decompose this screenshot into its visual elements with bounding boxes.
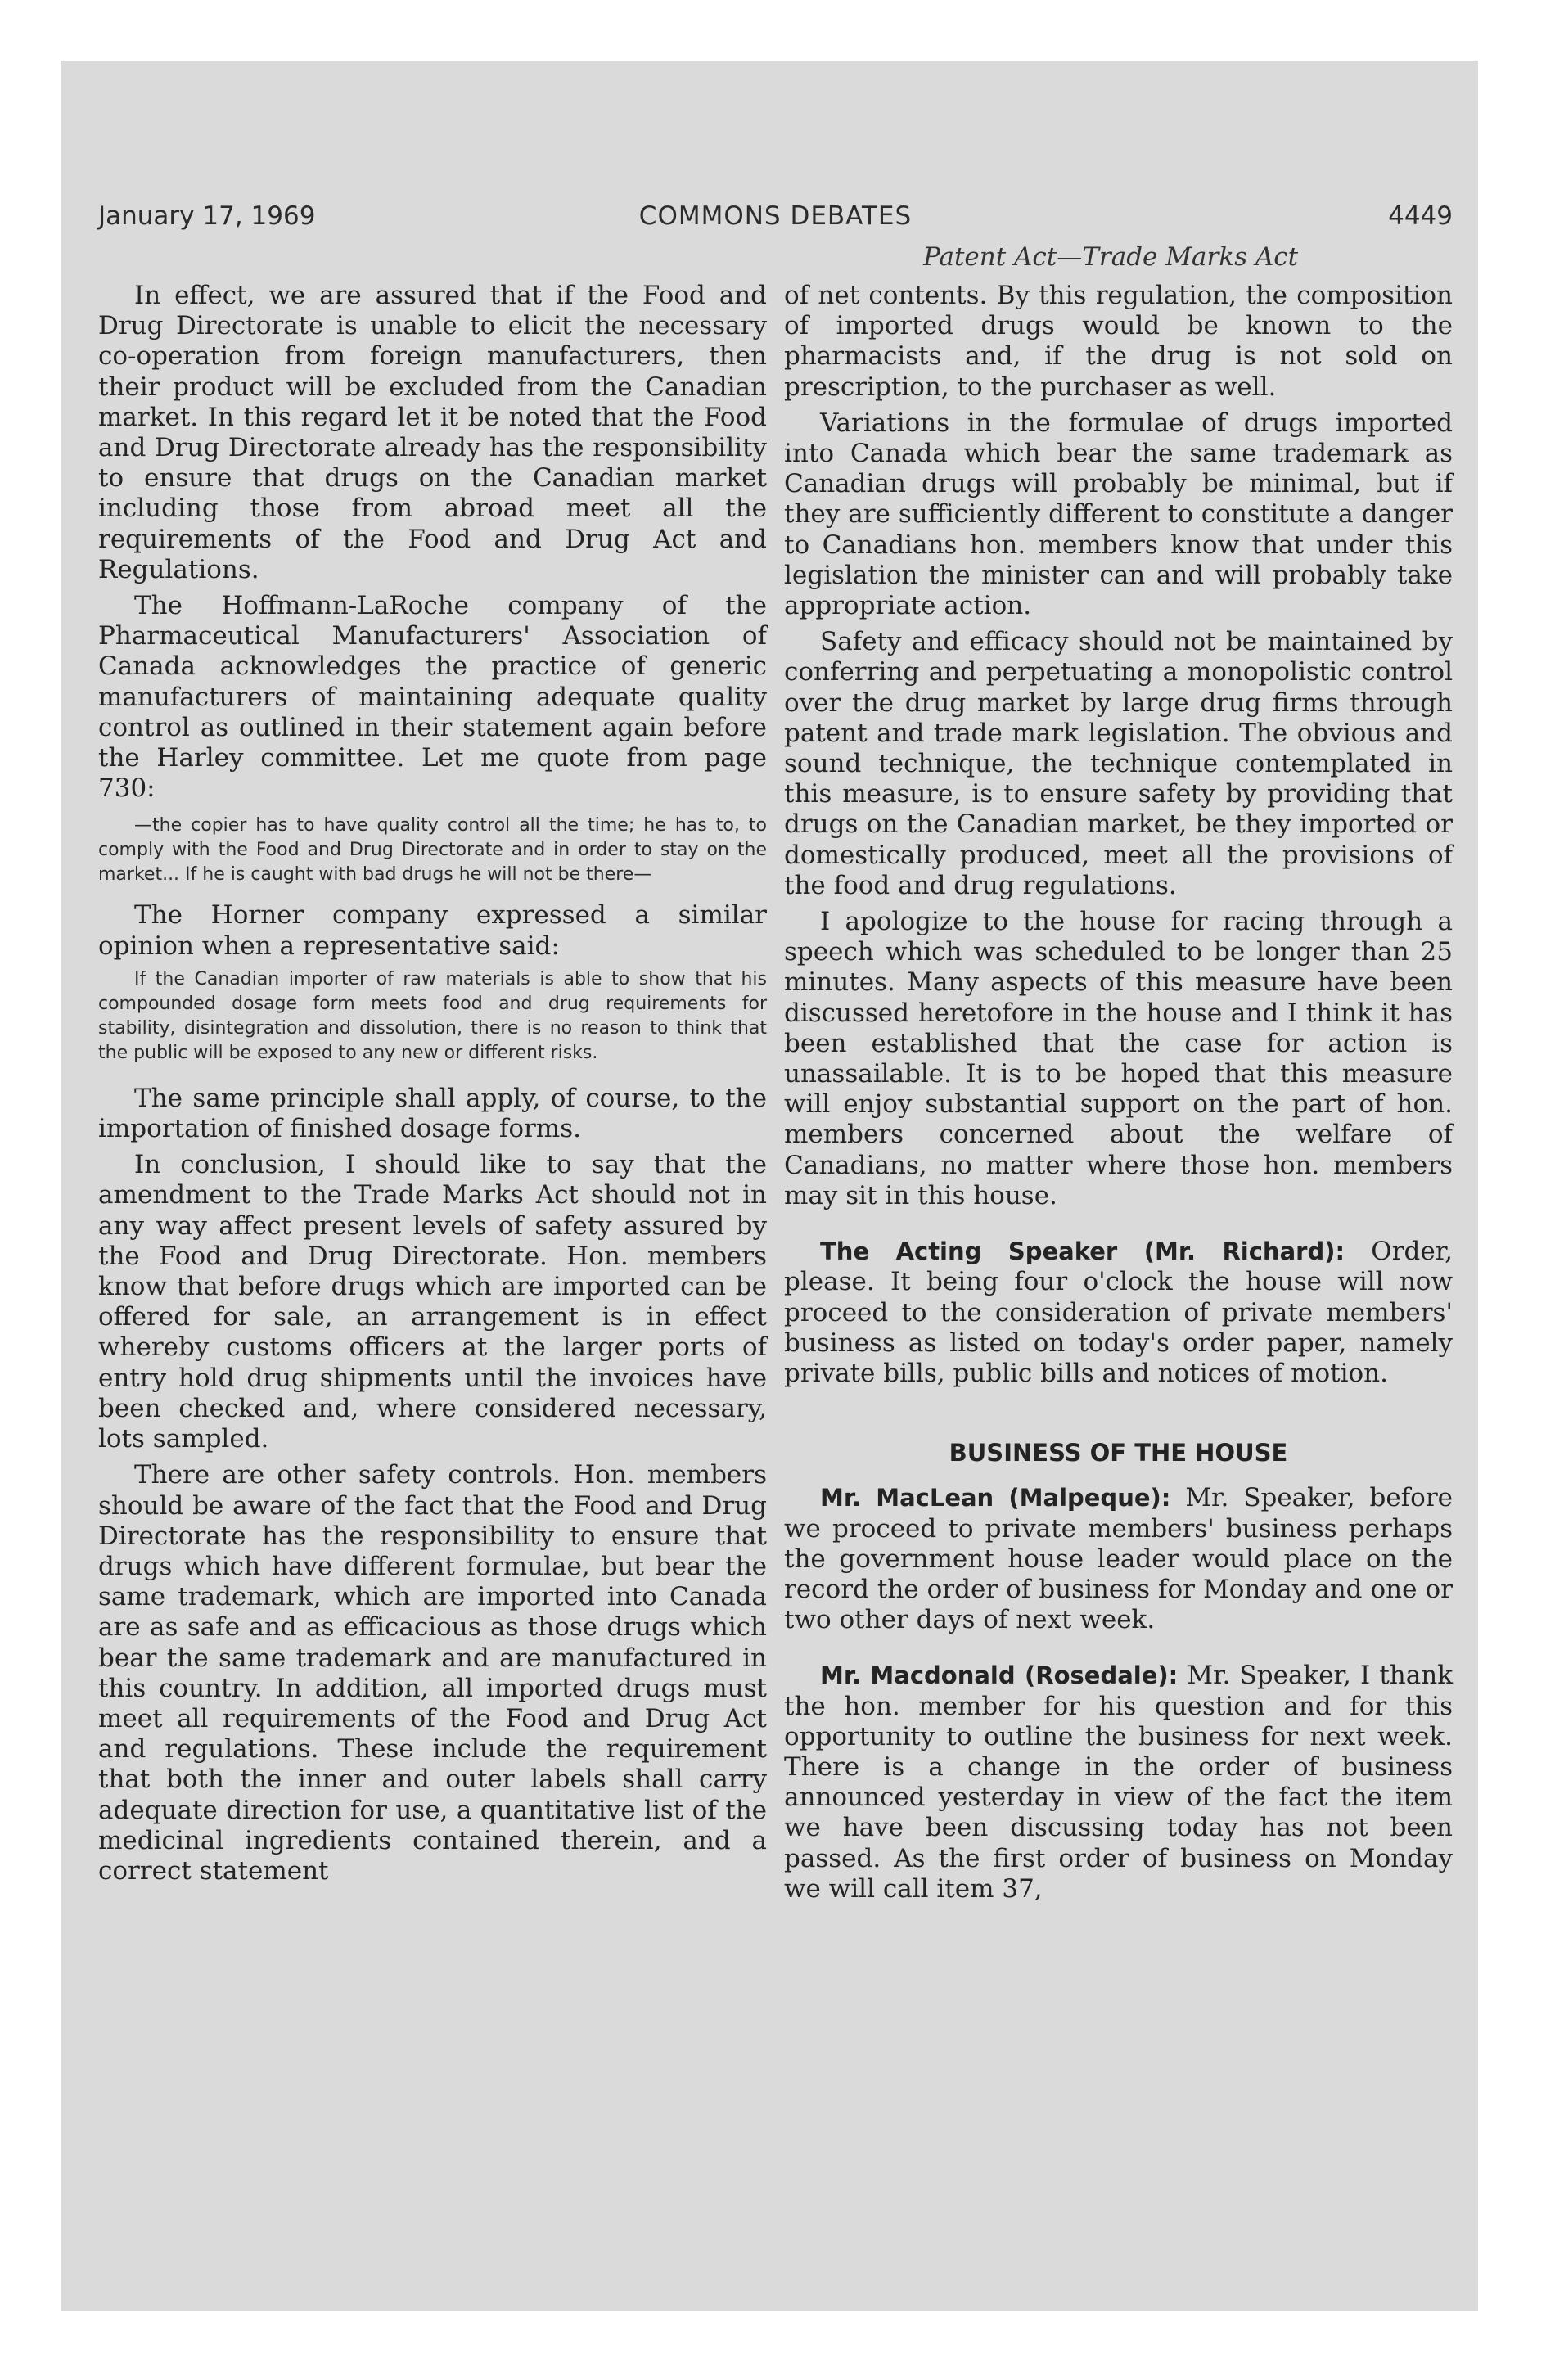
speech-text: Mr. Speaker, before we proceed to private members' business perhaps the government house leader would place on the record the order of business for Monday and one or two other days of next week.	[784, 1483, 1453, 1635]
header-page-number: 4449	[1388, 201, 1453, 231]
paragraph: I apologize to the house for racing through a speech which was scheduled to be longer than 25 minutes. Many aspects of this measure have been discussed heretofore in the house and I think it has been established that the case for action is unassailable. It is to be hoped that this measure will enjoy substantial support on the part of hon. members concerned about the welfare of Canadians, no matter where those hon. members may sit in this house.	[784, 907, 1453, 1210]
paragraph: The Hoffmann-LaRoche company of the Pharmaceutical Manufacturers' Association of Canada acknowledges the practice of generic manufacturers of maintaining adequate quality control as outlined in their statement again before the Harley committee. Let me quote from page 730:	[98, 591, 767, 804]
paragraph: of net contents. By this regulation, the composition of imported drugs would be known to the pharmacists and, if the drug is not sold on prescription, to the purchaser as well.	[784, 281, 1453, 402]
spacer	[784, 1641, 1453, 1661]
header-subject: Patent Act—Trade Marks Act	[923, 242, 1299, 272]
speech-maclean	[784, 1483, 1453, 1635]
speaker-name: Mr. Macdonald (Rosedale):	[820, 1661, 1179, 1690]
block-quote: —the copier has to have quality control all the time; he has to, to comply with the Food and Drug Directorate and in order to stay on the market... If he is caught with bad drugs he will not be there—	[98, 815, 767, 886]
speech-text: Order, please. It being four o'clock the house will now proceed to the consideration of private members' business as listed on today's order paper, namely private bills, public bills and notices of motion.	[784, 1237, 1453, 1388]
section-heading: BUSINESS OF THE HOUSE	[949, 1439, 1288, 1467]
paragraph: There are other safety controls. Hon. members should be aware of the fact that the Food and Drug Directorate has the responsibility to ensure that drugs which have different formulae, but bear the same trademark, which are imported into Canada are as safe and as efficacious as those drugs which bear the same trademark and are manufactured in this country. In addition, all imported drugs must meet all requirements of the Food and Drug Act and regulations. These include the requirement that both the inner and outer labels shall carry adequate direction for use, a quantitative list of the medicinal ingredients contained therein, and a correct statement	[98, 1460, 767, 1886]
paragraph: Safety and efficacy should not be maintained by conferring and perpetuating a monopolistic control over the drug market by large drug firms through patent and trade mark legislation. The obvious and sound technique, the technique contemplated in this measure, is to ensure safety by providing that drugs on the Canadian market, be they imported or domestically produced, meet all the provisions of the food and drug regulations.	[784, 627, 1453, 900]
paragraph: The Horner company expressed a similar opinion when a representative said:	[98, 900, 767, 961]
header-date: January 17, 1969	[98, 201, 316, 231]
speech-text: Mr. Speaker, I thank the hon. member for his question and for this opportunity to outline the business for next week. There is a change in the order of business announced yesterday in view of the fact the item we have been discussing today has not been passed. As the first order of business on Monday we will call item 37,	[784, 1661, 1453, 1904]
left-column	[98, 281, 767, 1892]
speech-macdonald	[784, 1661, 1453, 1904]
paragraph: Variations in the formulae of drugs imported into Canada which bear the same trademark as Canadian drugs will probably be minimal, but if they are sufficiently different to constitute a danger to Canadians hon. members know that under this legislation the minister can and will probably take appropriate action.	[784, 408, 1453, 621]
spacer	[784, 1217, 1453, 1237]
paragraph: The same principle shall apply, of course, to the importation of finished dosage forms.	[98, 1083, 767, 1144]
speaker-name: Mr. MacLean (Malpeque):	[820, 1484, 1171, 1512]
paragraph: In conclusion, I should like to say that the amendment to the Trade Marks Act should not in any way affect present levels of safety assured by the Food and Drug Directorate. Hon. members know that before drugs which are imported can be offered for sale, an arrangement is in effect whereby customs officers at the larger ports of entry hold drug shipments until the invoices have been checked and, where considered necessary, lots sampled.	[98, 1150, 767, 1454]
block-quote: If the Canadian importer of raw materials is able to show that his compounded dosage form meets food and drug requirements for stability, disintegration and dissolution, there is no reason to think that the public will be exposed to any new or different risks.	[98, 968, 767, 1063]
header-title: COMMONS DEBATES	[638, 201, 913, 231]
speech-acting-speaker	[784, 1237, 1453, 1389]
page-header	[98, 201, 1453, 234]
speaker-name: The Acting Speaker (Mr. Richard):	[820, 1237, 1345, 1266]
right-column	[784, 281, 1453, 1910]
paragraph: In effect, we are assured that if the Food and Drug Directorate is unable to elicit the necessary co-operation from foreign manufacturers, then their product will be excluded from the Canadian market. In this regard let it be noted that the Food and Drug Directorate already has the responsibility to ensure that drugs on the Canadian market including those from abroad meet all the requirements of the Food and Drug Act and Regulations.	[98, 281, 767, 584]
